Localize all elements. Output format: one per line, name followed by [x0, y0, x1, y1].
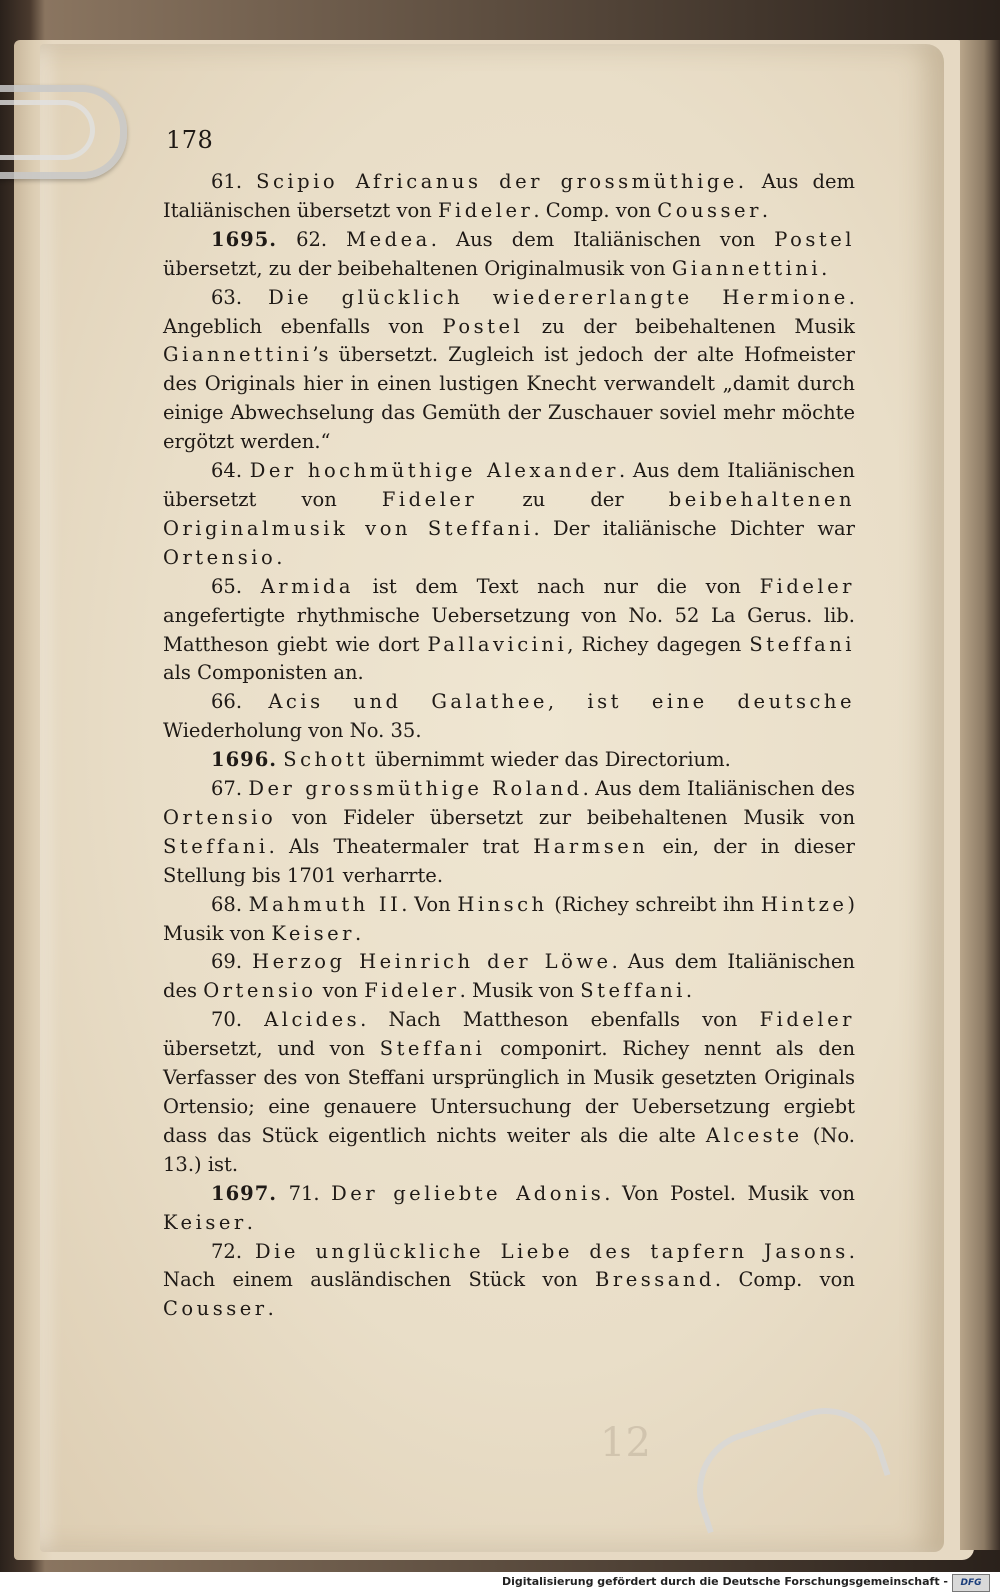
entry-text: . Aus dem Italiänischen des [582, 777, 855, 801]
entry-text: ) Musik von [163, 892, 856, 945]
entry-text: übernimmt wieder das Directorium. [368, 748, 731, 772]
spaced-name: Die unglückliche Liebe des tapfern Jasons [255, 1239, 849, 1263]
entry-text: 72. [211, 1239, 256, 1263]
entry-text: . [821, 256, 828, 280]
spaced-name: Fideler [759, 1008, 855, 1032]
entry-text: 69. [211, 950, 253, 974]
entry-text: . Der italiänische Dichter war [533, 516, 855, 540]
entry-text: . Angeblich ebenfalls von [163, 285, 855, 338]
entry-text: ’s übersetzt. Zugleich ist jedoch der alte Hofmeister des Originals hier in einen lustigen Knecht verwandelt „damit durch einige Abwechselung das Gemüth der Zuschauer soviel mehr möchte ergötzt werden.“ [163, 343, 855, 454]
book-spine-shadow [960, 40, 1000, 1550]
entry-text: ein, der in dieser Stellung bis 1701 verharrte. [163, 834, 855, 887]
spaced-name: Giannettini [163, 343, 313, 367]
dfg-logo: DFG [952, 1574, 990, 1592]
entry-text: . [685, 979, 693, 1003]
entry-text: zu der beibehaltenen Musik [523, 314, 855, 338]
catalog-entry [163, 457, 855, 573]
entry-text: 67. [211, 777, 249, 801]
spaced-name: Mahmuth II [248, 892, 402, 916]
catalog-entry [163, 1180, 855, 1238]
entry-text: . Aus dem Italiänischen des [163, 950, 855, 1003]
entry-text: . Comp. von [533, 198, 658, 222]
bleed-through-text: 12 [600, 1420, 651, 1466]
spaced-name: Alceste [705, 1123, 803, 1147]
spaced-name: Ortensio [203, 979, 317, 1003]
spaced-name: Die glücklich wiedererlangte Hermione [268, 285, 849, 309]
entry-text: . Aus dem Italiänischen übersetzt von [163, 459, 855, 511]
spaced-name: Keiser [271, 921, 356, 945]
catalog-entry [163, 168, 855, 226]
entry-text: . Aus dem Italiänischen von [430, 227, 775, 251]
entry-text: . Als Theatermaler trat [268, 834, 534, 858]
catalog-entry [163, 573, 855, 689]
entry-text: von Fideler übersetzt zur beibehaltenen Musik von [276, 805, 855, 829]
spaced-name: Acis und Galathee, ist eine deutsche [268, 690, 855, 714]
entry-text: übersetzt, zu der beibehaltenen Originalmusik von [163, 256, 672, 280]
spaced-name: Hintze [760, 892, 848, 916]
year-heading: 1695. [211, 227, 278, 251]
spaced-name: Pallavicini [427, 632, 568, 656]
spaced-name: Fideler [381, 487, 478, 511]
entry-text: (No. 13.) ist. [163, 1123, 855, 1176]
spaced-name: Fideler [759, 574, 855, 598]
footer-credit: Digitalisierung gefördert durch die Deutsche Forschungsgemeinschaft - [501, 1575, 948, 1588]
spaced-name: Fideler [364, 979, 460, 1003]
spaced-name: Cousser [163, 1297, 268, 1321]
spaced-name: Scipio Africanus der grossmüthige. [256, 170, 748, 193]
entry-text: 64. [211, 459, 250, 483]
entry-text: . [246, 1210, 253, 1234]
page-text-body [163, 168, 855, 1324]
spaced-name: Giannettini [671, 256, 822, 280]
entry-text: , Richey dagegen [567, 632, 750, 656]
catalog-entry [163, 746, 855, 775]
entry-text: . Nach Mattheson ebenfalls von [360, 1008, 760, 1032]
catalog-entry [163, 948, 855, 1006]
catalog-entry [163, 1006, 855, 1179]
entry-text: 61. [211, 170, 257, 193]
spaced-name: Postel [442, 314, 524, 338]
catalog-entry [163, 1238, 855, 1325]
spaced-name: Alcides [264, 1008, 361, 1032]
entry-text: 71. [277, 1181, 332, 1205]
spaced-name: Keiser [163, 1210, 247, 1234]
spaced-name: Medea [346, 227, 431, 251]
spaced-name: Hinsch [457, 892, 548, 916]
entry-text: 62. [277, 227, 347, 251]
entry-text: . Von [401, 892, 458, 916]
entry-text: . Musik von [459, 979, 581, 1003]
catalog-entry [163, 688, 855, 746]
catalog-entry [163, 284, 855, 457]
entry-text: . [276, 545, 283, 569]
spaced-name: Der grossmüthige Roland [248, 777, 583, 801]
spaced-name: Postel [774, 227, 855, 251]
entry-text: (Richey schreibt ihn [547, 892, 761, 916]
spaced-name: Armida [260, 574, 354, 598]
entry-text: . [267, 1297, 274, 1321]
entry-text: angefertigte rhythmische Uebersetzung von No. 52 La Gerus. lib. Mattheson giebt wie dort [163, 603, 855, 656]
spaced-name: Bressand [595, 1268, 715, 1292]
spaced-name: Der geliebte Adonis [331, 1181, 605, 1205]
entry-text: als Componisten an. [163, 661, 364, 685]
entry-text: Aus dem Italiänischen übersetzt von [163, 170, 855, 222]
entry-text: 70. [211, 1008, 265, 1032]
entry-text: übersetzt, und von [163, 1037, 380, 1061]
entry-text: 65. [211, 574, 261, 598]
entry-text: 66. [211, 690, 269, 714]
catalog-entry [163, 775, 855, 891]
spaced-name: Steffani [379, 1037, 486, 1061]
spaced-name: Steffani [580, 979, 686, 1003]
spaced-name: Harmsen [533, 834, 649, 858]
spaced-name: Fideler [437, 198, 534, 222]
year-heading: 1697. [211, 1181, 278, 1205]
paper-clip-top-inner [0, 100, 95, 160]
entry-text: 63. [211, 285, 269, 309]
year-heading: 1696. [211, 748, 278, 772]
spaced-name: Schott [283, 748, 369, 772]
entry-text: von [316, 979, 365, 1003]
spaced-name: Der hochmüthige Alexander [249, 459, 619, 483]
spaced-name: Herzog Heinrich der Löwe [252, 950, 612, 974]
spaced-name: Steffani [163, 834, 269, 858]
entry-text: zu der [477, 487, 669, 511]
spaced-name: Steffani [749, 632, 855, 656]
page-number: 178 [166, 126, 214, 154]
entry-text: ist dem Text nach nur die von [353, 574, 760, 598]
entry-text: 68. [211, 892, 249, 916]
spaced-name: Ortensio [163, 805, 277, 829]
entry-text: . [355, 921, 362, 945]
entry-text: . [761, 198, 769, 222]
catalog-entry [163, 226, 855, 284]
spaced-name: beibehaltenen Originalmusik von Steffani [163, 487, 856, 540]
entry-text: . Comp. von [714, 1268, 855, 1292]
entry-text: . Nach einem ausländischen Stück von [163, 1239, 855, 1292]
spaced-name: Ortensio [163, 545, 277, 569]
entry-text: Wiederholung von No. 35. [163, 719, 422, 743]
catalog-entry [163, 891, 855, 949]
spaced-name: Cousser [657, 198, 762, 222]
entry-text: . Von Postel. Musik von [604, 1181, 855, 1205]
digitization-footer [0, 1572, 1000, 1593]
entry-text: componirt. Richey nennt als den Verfasser des von Steffani ursprünglich in Musik gesetzten Originals Ortensio; eine genauere Untersuchung der Uebersetzung ergiebt dass das Stück eigentlich nichts weiter als die alte [163, 1037, 856, 1147]
